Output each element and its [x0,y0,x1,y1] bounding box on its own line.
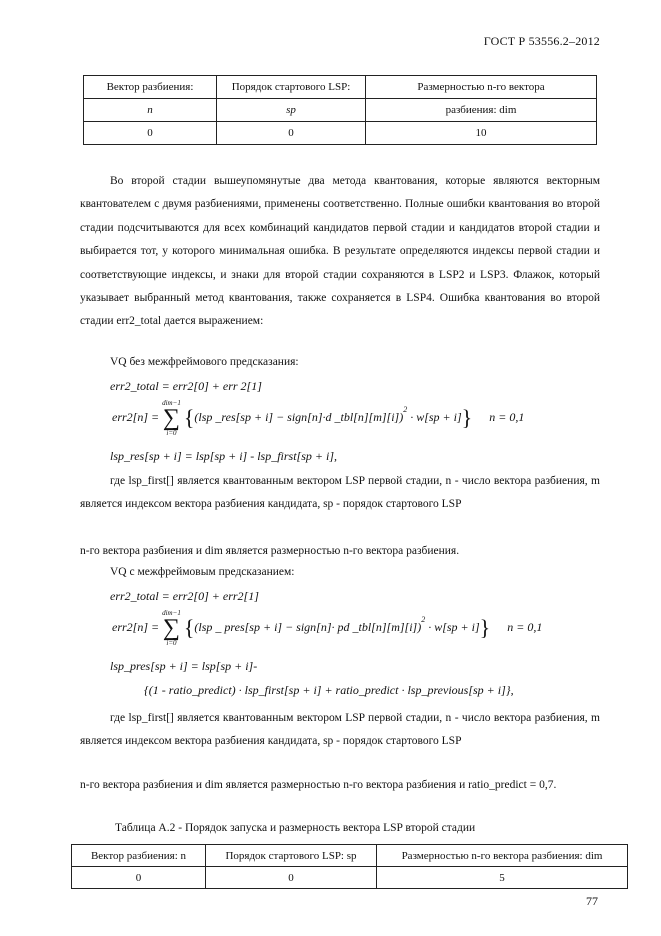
equation-err2-total: err2_total = err2[0] + err 2[1] [110,379,262,393]
equation-prediction-sum: {(1 - ratio_predict) · lsp_first[sp + i] + ratio_predict · lsp_previous[sp + i]}, [144,683,514,697]
page-number: 77 [586,894,598,908]
equation-lsp-res: lsp_res[sp + i] = lsp[sp + i] - lsp_first[sp + i], [110,449,337,463]
table-header-cell: Порядок стартового LSP: [217,76,366,99]
table-2-caption: Таблица А.2 - Порядок запуска и размерность вектора LSP второй стадии [115,822,476,834]
table-header-cell: разбиения: dim [366,99,597,122]
equation-lsp-pres: lsp_pres[sp + i] = lsp[sp + i]- [110,659,258,673]
table-cell: 10 [366,122,597,145]
paragraph-where-2-cont: n-го вектора разбиения и dim является размерностью n-го вектора разбиения и ratio_predict = 0,7. [80,779,557,791]
paragraph-where-2: где lsp_first[] является квантованным вектором LSP первой стадии, n - число вектора разбиения, m является индексом вектора разбиения кандидата, sp - порядок стартового LSP [80,712,600,748]
paragraph-where-1-cont: n-го вектора разбиения и dim является размерностью n-го вектора разбиения. [80,545,460,557]
formula-err2-no-prediction: err2[n] = dim−1 ∑ i=0 {(lsp _res[sp + i] − sign[n]·d _tbl[n][m][i])$^2$ · w[sp + i]} n = 0,1 [112,399,525,437]
table-cell: 0 [217,122,366,145]
vq-prediction-label: VQ с межфреймовым предсказанием: [110,566,295,578]
table-cell: 5 [377,867,628,889]
vq-no-prediction-label: VQ без межфреймового предсказания: [110,356,299,368]
formula-body: (lsp _ pres[sp + i] − sign[n]· pd _tbl[n][m][i]) [194,619,422,634]
sum-symbol: dim−1 ∑ i=0 [162,609,181,647]
table-row [84,122,597,145]
equation-err2-total-2: err2_total = err2[0] + err2[1] [110,589,259,603]
table-header-cell: Вектор разбиения: n [72,845,206,867]
table-header-cell: sp [217,99,366,122]
formula-lhs: err2[n] = [112,409,160,424]
table-1 [83,75,597,145]
table-cell: 0 [84,122,217,145]
table-header-cell: n [84,99,217,122]
table-row [72,867,628,889]
table-row [72,845,628,867]
table-header-cell: Размерностью n-го вектора [366,76,597,99]
table-row [84,99,597,122]
table-cell: 0 [72,867,206,889]
sum-symbol: dim−1 ∑ i=0 [162,399,181,437]
table-2 [71,844,628,889]
formula-condition: n = 0,1 [489,409,525,424]
formula-err2-prediction: err2[n] = dim−1 ∑ i=0 {(lsp _ pres[sp + i] − sign[n]· pd _tbl[n][m][i])$^2$ · w[sp + i]} n = 0,1 [112,609,543,647]
document-header: ГОСТ Р 53556.2–2012 [483,34,600,48]
paragraph-second-stage: Во второй стадии вышеупомянутые два метода квантования, которые являются векторным квантователем с двумя разбиениями, применены соответственно. Полные ошибки квантования во второй стадии подсчитываются для всех комбинаций кандидатов первой стадии и кандидатов второй стадии и выбирается тот, у которого минимальная ошибка. В результате определяются индексы первой стадии и соответствующие индексы, и знаки для второй стадии сохраняются в LSP2 и LSP3. Флажок, который указывает выбранный метод квантования, также сохраняется в LSP4. Ошибка квантования во второй стадии err2_total дается выражением: [80,175,600,328]
formula-condition: n = 0,1 [507,619,543,634]
table-header-cell: Порядок стартового LSP: sp [206,845,377,867]
formula-body: (lsp _res[sp + i] − sign[n]·d _tbl[n][m][i]) [194,409,404,424]
table-header-cell: Размерностью n-го вектора разбиения: dim [377,845,628,867]
paragraph-where-1: где lsp_first[] является квантованным вектором LSP первой стадии, n - число вектора разбиения, m является индексом вектора разбиения кандидата, sp - порядок стартового LSP [80,475,600,511]
table-header-cell: Вектор разбиения: [84,76,217,99]
table-cell: 0 [206,867,377,889]
table-row [84,76,597,99]
